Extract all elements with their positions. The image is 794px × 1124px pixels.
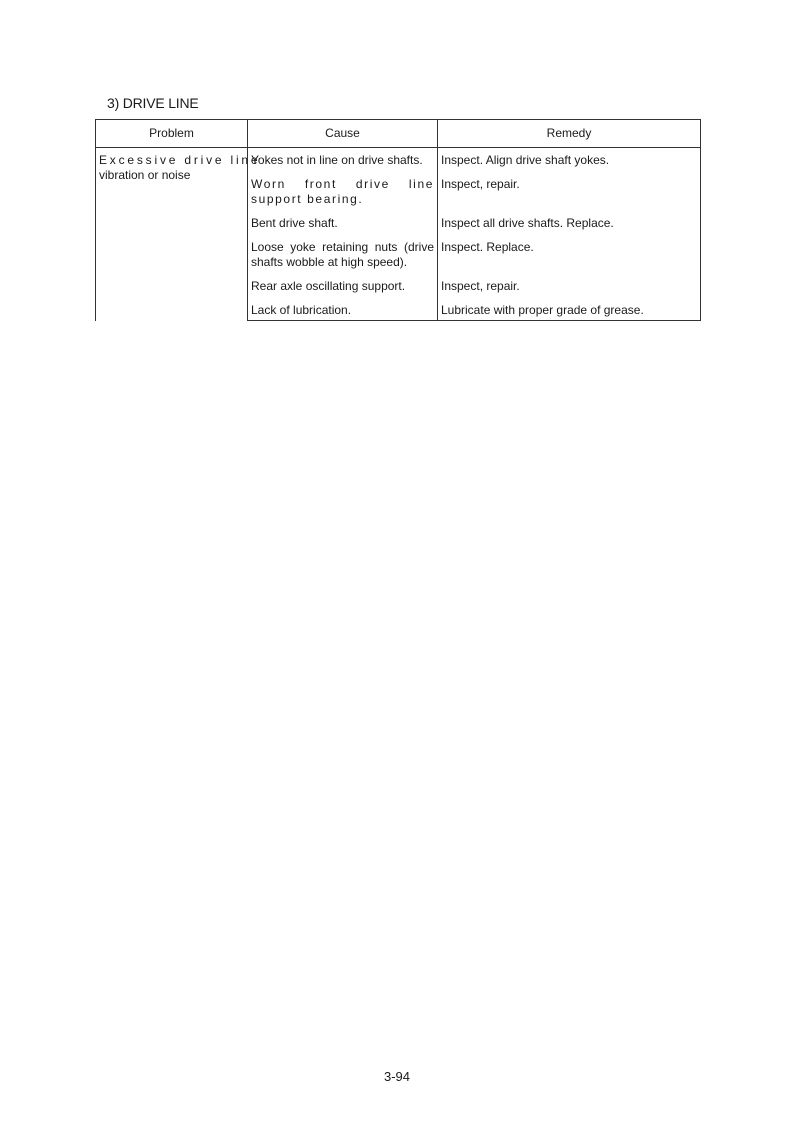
cause-cell: Bent drive shaft. — [248, 214, 438, 238]
remedy-cell: Inspect. Replace. — [438, 238, 701, 277]
remedy-cell: Inspect. Align drive shaft yokes. — [438, 148, 701, 176]
troubleshooting-table — [95, 119, 701, 321]
problem-text-line2: vibration or noise — [99, 168, 191, 182]
cause-cell — [248, 175, 438, 214]
section-title: 3) DRIVE LINE — [107, 95, 199, 111]
table-row — [96, 148, 701, 176]
cause-cell: Rear axle oscillating support. — [248, 277, 438, 301]
remedy-cell: Lubricate with proper grade of grease. — [438, 301, 701, 321]
cause-cell: Yokes not in line on drive shafts. — [248, 148, 438, 176]
cause-cell: Lack of lubrication. — [248, 301, 438, 321]
header-remedy: Remedy — [438, 120, 701, 148]
table-header-row — [96, 120, 701, 148]
problem-text-line1: Excessive drive line — [99, 153, 261, 167]
remedy-cell: Inspect, repair. — [438, 277, 701, 301]
problem-cell — [96, 148, 261, 321]
remedy-cell: Inspect all drive shafts. Replace. — [438, 214, 701, 238]
cause-text: Worn front drive line support bearing. — [251, 177, 434, 206]
header-cause: Cause — [248, 120, 438, 148]
header-problem: Problem — [96, 120, 248, 148]
page-number: 3-94 — [383, 1069, 411, 1084]
cause-cell: Loose yoke retaining nuts (drive shafts wobble at high speed). — [248, 238, 438, 277]
remedy-cell: Inspect, repair. — [438, 175, 701, 214]
